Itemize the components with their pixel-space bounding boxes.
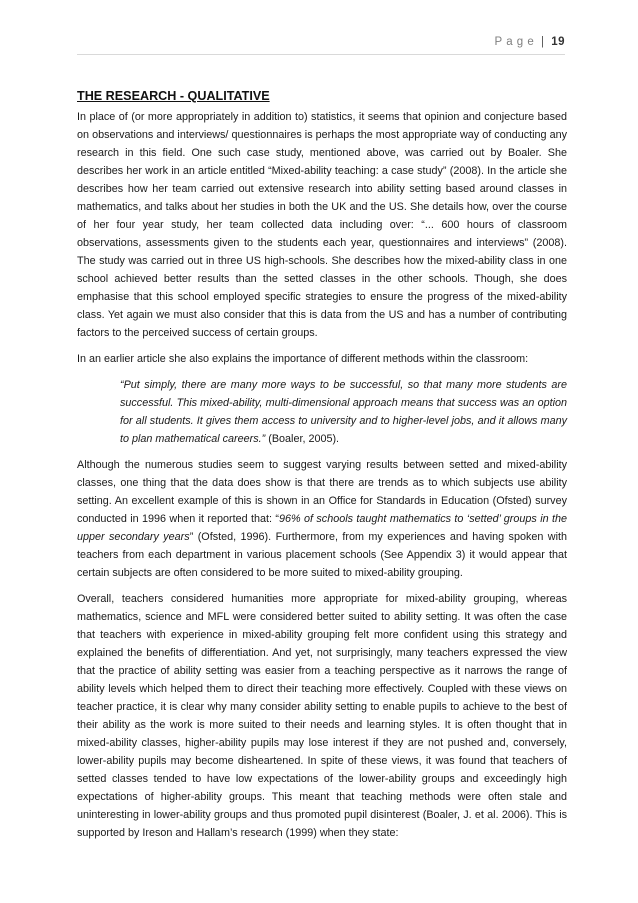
page-header [77, 36, 565, 55]
page-separator: | [541, 36, 545, 48]
ofsted-quote: 96% of schools taught mathematics to ‘setted’ groups in the upper secondary years [77, 513, 568, 543]
paragraph-earlier-article: In an earlier article she also explains the importance of different methods within the classroom: [77, 353, 529, 365]
paragraph-ofsted-survey [77, 456, 567, 582]
document-body [77, 88, 567, 850]
ofsted-text-start: Although the numerous studies seem to suggest varying results between setted and mixed-ability classes, one thing that the data does show is that there are trends as to which subjects use ability setting. An excellent example of this is shown in an Office for Standards in Education (Ofsted) survey conducted in 1996 when it reported that: “ [77, 459, 567, 525]
quote-citation: (Boaler, 2005). [265, 433, 340, 445]
section-title: THE RESEARCH - QUALITATIVE [77, 89, 270, 103]
block-quote [120, 376, 567, 448]
ofsted-text-end: ” (Ofsted, 1996). Furthermore, from my experiences and having spoken with teachers from each department in various placement schools (See Appendix 3) it would appear that certain subjects are often considered to be more suited to mixed-ability grouping. [77, 531, 567, 579]
page-label: P a g e [494, 36, 535, 48]
quote-text: “Put simply, there are many more ways to be successful, so that many more students are successful. This mixed-ability, multi-dimensional approach means that success was an option for all students. It gives them access to university and to higher-level jobs, and it allows many to plan mathematical careers.” [120, 379, 567, 445]
paragraph-research-intro: In place of (or more appropriately in addition to) statistics, it seems that opinion and conjecture based on observations and interviews/ questionnaires is perhaps the most appropriate way of conducting any research in this field. One such case study, mentioned above, was carried out by Boaler. She describes her work in an article entitled “Mixed-ability teaching: a case study” (2008). In the article she describes how her team carried out extensive research into ability setting based around classes in mathematics, and talks about her studies in both the UK and the US. She details how, over the course of her four year study, her team collected data including over: “... 600 hours of classroom observations, assessments given to the students each year, questionnaires and interviews” (2008). The study was carried out in three US high-schools. She describes how the mixed-ability class in one school achieved better results than the setted classes in the other schools. Though, she does emphasise that this school employed specific strategies to ensure the progress of the mixed-ability class. Yet again we must also consider that this is data from the US and has a number of contributing factors to the perceived success of certain groups. [77, 111, 567, 339]
page-number: 19 [551, 36, 565, 48]
paragraph-teacher-views: Overall, teachers considered humanities more appropriate for mixed-ability grouping, whereas mathematics, science and MFL were considered better suited to ability setting. It was often the case that teachers with experience in mixed-ability grouping felt more confident using this strategy and explained the benefits of differentiation. And yet, not surprisingly, many teachers expressed the view that the practice of ability setting was easier from a teaching perspective as it narrows the range of ability levels which helped them to direct their teaching more effectively. Coupled with these views on teacher practice, it is clear why many consider ability setting to enable pupils to achieve to the best of their ability as the work is more suited to their needs and learning styles. It is often thought that in mixed-ability classes, higher-ability pupils may lose interest if they are not pushed and, conversely, lower-ability pupils may become disheartened. In spite of these views, it was found that teachers of setted classes tended to have low expectations of the lower-ability groups and exceedingly high expectations of higher-ability groups. This meant that teaching methods were often stale and uninteresting in lower-ability groups and thus promoted pupil disinterest (Boaler, J. et al. 2006). This is supported by Ireson and Hallam’s research (1999) when they state: [77, 593, 567, 839]
